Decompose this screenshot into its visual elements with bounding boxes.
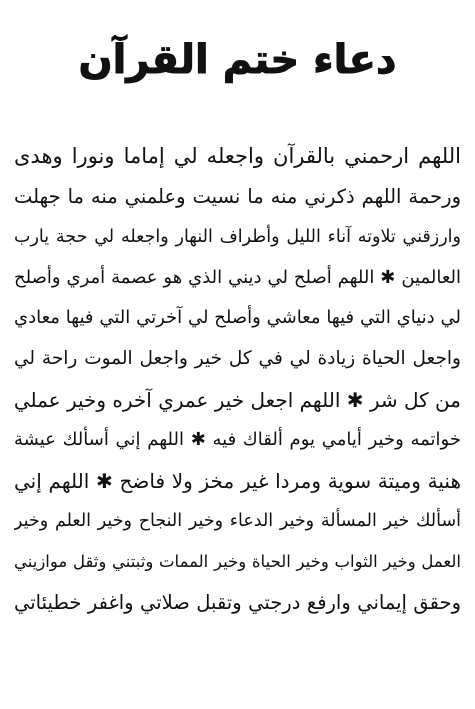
title-text: دعاء ختم القرآن: [78, 37, 397, 83]
text-line-5: لي دنياي التي فيها معاشي وأصلح لي آخرتي التي فيها معادي: [14, 307, 461, 329]
text-line-1: اللهم ارحمني بالقرآن واجعله لي إماما ونورا وهدى: [14, 144, 461, 168]
prayer-text: [14, 136, 461, 623]
text-line-10: أسألك خير المسألة وخير الدعاء وخير النجاح وخير العلم وخير: [14, 511, 461, 532]
text-line-12: وحقق إيماني وارفع درجتي وتقبل صلاتي واغفر خطيئاتي: [14, 590, 461, 614]
text-line-7: من كل شر ✱ اللهم اجعل خير عمري آخره وخير عملي: [14, 387, 461, 412]
page-title: [0, 30, 475, 90]
text-line-8: خواتمه وخير أيامي يوم ألقاك فيه ✱ اللهم إني أسألك عيشة: [14, 429, 461, 451]
text-line-6: واجعل الحياة زيادة لي في كل خير واجعل الموت راحة لي: [14, 347, 461, 369]
text-line-3: وارزقني تلاوته آناء الليل وأطراف النهار واجعله لي حجة يارب: [14, 227, 461, 248]
text-line-4: العالمين ✱ اللهم أصلح لي ديني الذي هو عصمة أمري وأصلح: [14, 266, 461, 288]
text-line-11: العمل وخير الثواب وخير الحياة وخير الممات وثبتني وثقل موازيني: [14, 551, 461, 571]
text-line-9: هنية وميتة سوية ومردا غير مخز ولا فاضح ✱ اللهم إني: [14, 468, 461, 493]
text-line-2: ورحمة اللهم ذكرني منه ما نسيت وعلمني منه ما جهلت: [14, 184, 461, 208]
